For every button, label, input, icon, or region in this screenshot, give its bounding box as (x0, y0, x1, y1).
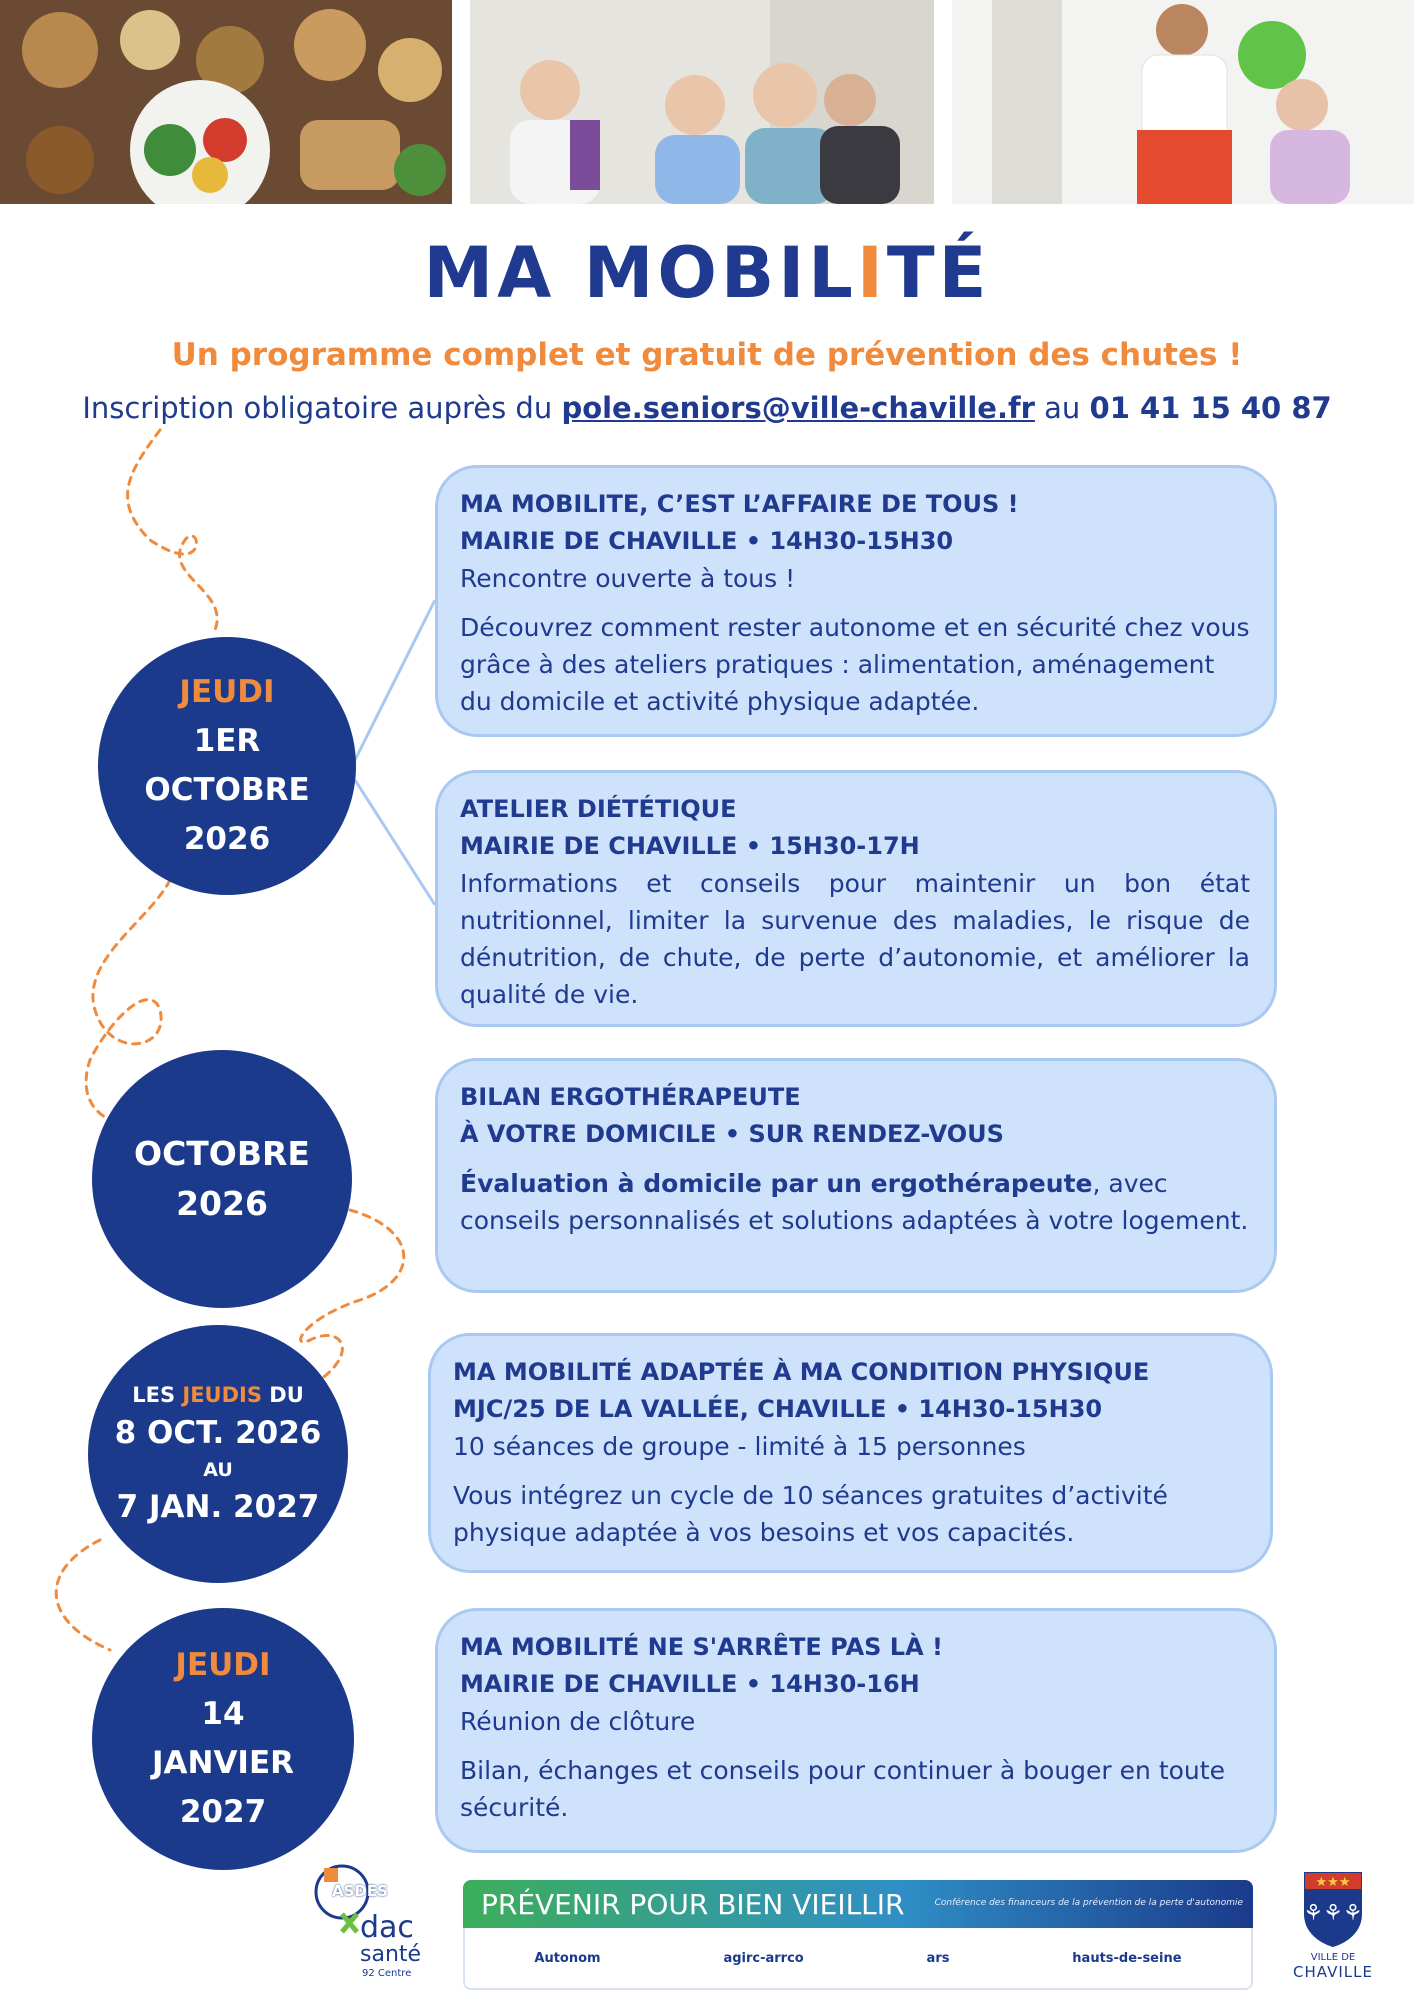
date-circle-3 (88, 1325, 348, 1583)
event-2-place: MAIRIE DE CHAVILLE • 15H30-17H (460, 832, 920, 860)
date-circle-1 (98, 637, 356, 895)
photo-coach-senior (952, 0, 1414, 204)
date-circle-3-line1: LES JEUDIS DU (132, 1383, 304, 1407)
event-card-2 (435, 770, 1277, 1027)
city-label: VILLE DE (1310, 1952, 1356, 1963)
footer-banner-small: Conférence des financeurs de la prévention de la perte d'autonomie (934, 1898, 1243, 1908)
event-5-title: MA MOBILITÉ NE S'ARRÊTE PAS LÀ ! (460, 1633, 943, 1661)
chaville-logo (1288, 1870, 1378, 1990)
svg-text:⚘⚘⚘: ⚘⚘⚘ (1303, 1901, 1363, 1926)
dac-label: dac (360, 1910, 414, 1945)
event-5-subtitle: Réunion de clôture (460, 1707, 696, 1736)
event-4-subtitle: 10 séances de groupe - limité à 15 personnes (453, 1432, 1026, 1461)
date-circle-3-line2: 8 OCT. 2026 (114, 1415, 322, 1451)
inscription-line (0, 391, 1414, 425)
partner-agirc-arrco: agirc-arrco (723, 1950, 804, 1966)
event-card-1 (435, 465, 1277, 737)
date-circle-3-line4: 7 JAN. 2027 (116, 1489, 320, 1525)
event-3-description: Évaluation à domicile par un ergothérapeute, avec conseils personnalisés et solutions adaptées à votre logement. (460, 1169, 1249, 1235)
partner-ars: ars (926, 1950, 950, 1966)
date-circle-1-line2: 1ER (193, 723, 261, 759)
event-1-subtitle: Rencontre ouverte à tous ! (460, 564, 796, 593)
event-card-5 (435, 1608, 1277, 1853)
date-circle-3-line3: AU (203, 1459, 233, 1481)
email-link[interactable]: pole.seniors@ville-chaville.fr (561, 391, 1035, 425)
date-circle-4-line3: JANVIER (151, 1745, 295, 1781)
partner-logos (463, 1928, 1253, 1990)
asdes-dac-logo (302, 1862, 432, 1982)
photo-food (0, 0, 452, 204)
photo-exercise-group (470, 0, 934, 204)
city-name: CHAVILLE (1293, 1963, 1373, 1981)
phone-number[interactable]: 01 41 15 40 87 (1089, 391, 1332, 425)
svg-text:★★★: ★★★ (1315, 1875, 1351, 1890)
date-circle-1-line1: JEUDI (179, 674, 275, 710)
event-3-title: BILAN ERGOTHÉRAPEUTE (460, 1083, 801, 1111)
date-circle-4 (92, 1608, 354, 1870)
footer-banner (463, 1880, 1253, 1928)
page-title: MA MOBILITÉ (423, 232, 991, 314)
partner-autonom: Autonom (534, 1950, 601, 1966)
event-2-title: ATELIER DIÉTÉTIQUE (460, 795, 737, 823)
event-4-place: MJC/25 DE LA VALLÉE, CHAVILLE • 14H30-15H30 (453, 1395, 1103, 1423)
title-accent-letter: I (856, 232, 887, 314)
date-circle-2 (92, 1050, 352, 1308)
event-5-place: MAIRIE DE CHAVILLE • 14H30-16H (460, 1670, 920, 1698)
date-circle-2-line2: 2026 (176, 1184, 268, 1223)
event-1-place: MAIRIE DE CHAVILLE • 14H30-15H30 (460, 527, 954, 555)
date-circle-4-line2: 14 (201, 1696, 245, 1732)
event-1-description: Découvrez comment rester autonome et en sécurité chez vous grâce à des ateliers pratiques : alimentation, aménagement du domicile et activité physique adaptée. (460, 613, 1250, 716)
sante-label: santé (360, 1942, 422, 1967)
date-circle-1-line3: OCTOBRE (144, 772, 310, 808)
program-subtitle: Un programme complet et gratuit de prévention des chutes ! (171, 337, 1243, 373)
footer-banner-title: PRÉVENIR POUR BIEN VIEILLIR (481, 1888, 905, 1921)
date-circle-1-line4: 2026 (183, 821, 271, 857)
date-circle-4-line1: JEUDI (175, 1647, 271, 1683)
inscription-middle: au (1044, 391, 1081, 425)
event-5-description: Bilan, échanges et conseils pour continuer à bouger en toute sécurité. (460, 1756, 1225, 1822)
event-4-description: Vous intégrez un cycle de 10 séances gratuites d’activité physique adaptée à vos besoins et vos capacités. (453, 1481, 1168, 1547)
date-circle-2-line1: OCTOBRE (134, 1134, 310, 1173)
asdes-label: ASDES (332, 1882, 388, 1900)
centre-label: 92 Centre (362, 1968, 412, 1979)
event-2-description: Informations et conseils pour maintenir un bon état nutritionnel, limiter la survenue des maladies, le risque de dénutrition, de chute, de perte d’autonomie, et améliorer la qualité de vie. (460, 869, 1250, 1009)
event-card-3 (435, 1058, 1277, 1293)
event-card-4 (428, 1333, 1273, 1573)
date-circle-4-line4: 2027 (179, 1794, 267, 1830)
event-3-place: À VOTRE DOMICILE • SUR RENDEZ-VOUS (460, 1120, 1004, 1148)
chaville-shield-icon (1302, 1870, 1364, 1948)
partner-hauts-de-seine: hauts-de-seine (1072, 1950, 1182, 1966)
inscription-prefix: Inscription obligatoire auprès du (82, 391, 553, 425)
event-4-title: MA MOBILITÉ ADAPTÉE À MA CONDITION PHYSIQUE (453, 1358, 1150, 1386)
event-1-title: MA MOBILITE, C’EST L’AFFAIRE DE TOUS ! (460, 490, 1019, 518)
